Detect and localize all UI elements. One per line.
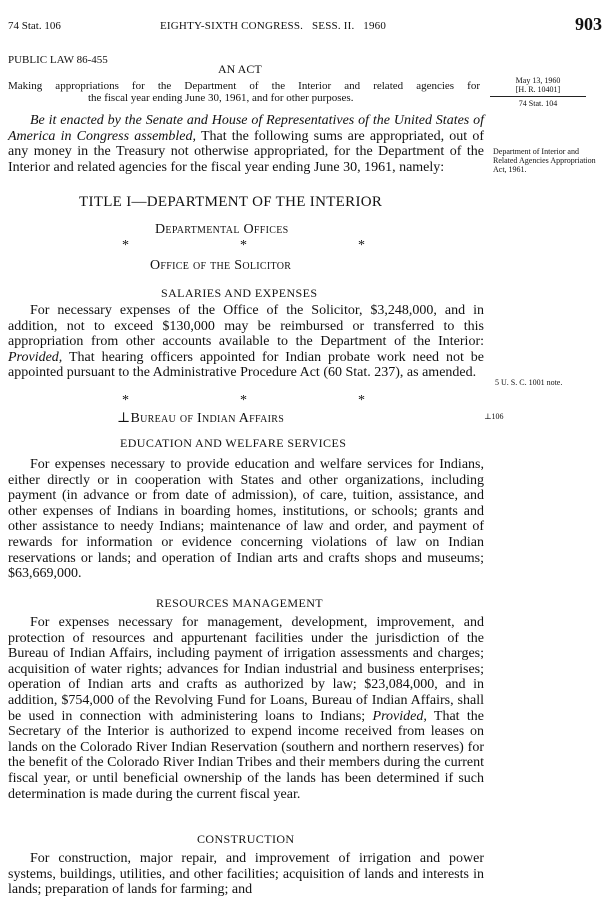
page-number: 903 xyxy=(575,14,602,34)
enacting-clause-italic: Be it enacted by the Senate and House of Representatives of the United States of America in Congress assembled, xyxy=(8,113,484,144)
solicitor-paragraph xyxy=(8,303,484,381)
resources-text-b: That the Secretary of the Interior is authorized to expend income received from leases on lands on the Colorado River Indian Reservation (southern and northern reserves) for the benefit of the Colorado River Indian Tribes and their members during the current fiscal year, or until beneficial ownership of the lands has been determined if such determination is made during the current fiscal year. xyxy=(8,708,484,802)
an-act-heading: AN ACT xyxy=(218,62,262,76)
star: * xyxy=(240,393,247,408)
resources-paragraph xyxy=(8,615,484,802)
resources-provided: Provided, xyxy=(372,708,427,724)
act-purpose xyxy=(8,80,480,104)
solicitor-provided: Provided, xyxy=(8,349,63,365)
star: * xyxy=(358,393,365,408)
margin-bill-number: [H. R. 10401] xyxy=(515,85,561,94)
solicitor-text-b: That hearing officers appointed for Indian probate work need not be appointed pursuant to the Administrative Procedure Act (60 Stat. 237), as amended. xyxy=(8,349,484,381)
construction-heading: CONSTRUCTION xyxy=(197,832,295,846)
ellipsis-stars xyxy=(122,238,476,254)
header-stat-reference: 74 Stat. 106 xyxy=(8,20,61,32)
construction-paragraph xyxy=(8,851,484,898)
salaries-expenses-heading: SALARIES AND EXPENSES xyxy=(161,286,318,300)
margin-department-note: Department of Interior and Related Agencies Appropriation Act, 1961. xyxy=(493,147,596,174)
public-law-number: PUBLIC LAW 86-455 xyxy=(8,54,108,66)
education-paragraph xyxy=(8,457,484,582)
enacting-clause-text: That the following sums are appropriated, out of any money in the Treasury not otherwise appropriated, for the Department of the Interior and related agencies for the fiscal year ending June 30, 1961, namely: xyxy=(8,128,484,175)
enacting-clause xyxy=(8,113,484,175)
margin-date xyxy=(498,76,578,94)
departmental-offices-heading: Departmental Offices xyxy=(155,222,289,237)
construction-text: For construction, major repair, and improvement of irrigation and power systems, buildings, utilities, and other facilities; acquisition of lands and interests in lands; preparation of lands for farming; and xyxy=(8,851,484,898)
education-text: For expenses necessary to provide education and welfare services for Indians, either directly or in cooperation with States and other organizations, including payment (in advance or from date of admission), of care, tuition, assistance, and other expenses of Indians in boarding homes, institutions, or schools; grants and other assistance to needy Indians; maintenance of law and order, and payment of rewards for information or evidence concerning violations of law on Indian reservations or lands; and operation of Indian arts and crafts shops and museums; $63,669,000. xyxy=(8,457,484,582)
ellipsis-stars xyxy=(122,393,476,409)
margin-usc-note: 5 U. S. C. 1001 note. xyxy=(495,378,563,387)
header-congress-session: EIGHTY-SIXTH CONGRESS. SESS. II. 1960 xyxy=(160,20,387,32)
margin-page-marker: ⊥106 xyxy=(484,412,504,421)
star: * xyxy=(122,238,129,253)
title-heading: TITLE I—DEPARTMENT OF THE INTERIOR xyxy=(79,194,383,210)
bureau-indian-affairs-heading: ⊥Bureau of Indian Affairs xyxy=(117,411,285,426)
resources-management-heading: RESOURCES MANAGEMENT xyxy=(156,596,324,610)
office-solicitor-heading: Office of the Solicitor xyxy=(150,258,292,273)
resources-text-a: For expenses necessary for management, development, improvement, and protection of resources and appurtenant facilities under the jurisdiction of the Bureau of Indian Affairs, including payment of irrigation assessments and charges; acquisition of water rights; advances for Indian industrial and business enterprises; operation of Indian arts and crafts as authorized by law; $23,084,000, and in addition, $754,000 of the Revolving Fund for Loans, Bureau of Indian Affairs, shall be used in connection with administering loans to Indians; xyxy=(8,615,484,724)
act-purpose-line-1: Making appropriations for the Department of the Interior and related agencies for xyxy=(8,80,480,92)
education-welfare-heading: EDUCATION AND WELFARE SERVICES xyxy=(120,436,347,450)
star: * xyxy=(240,238,247,253)
act-purpose-line-2: the fiscal year ending June 30, 1961, and for other purposes. xyxy=(88,92,354,104)
margin-stat-reference: 74 Stat. 104 xyxy=(518,99,558,108)
margin-divider xyxy=(490,96,586,97)
solicitor-text-a: For necessary expenses of the Office of the Solicitor, $3,248,000, and in addition, not to exceed $130,000 may be reimbursed or transferred to this appropriation from other accounts available to the Department of the Interior: xyxy=(8,303,484,350)
star: * xyxy=(122,393,129,408)
margin-date-text: May 13, 1960 xyxy=(515,76,561,85)
star: * xyxy=(358,238,365,253)
